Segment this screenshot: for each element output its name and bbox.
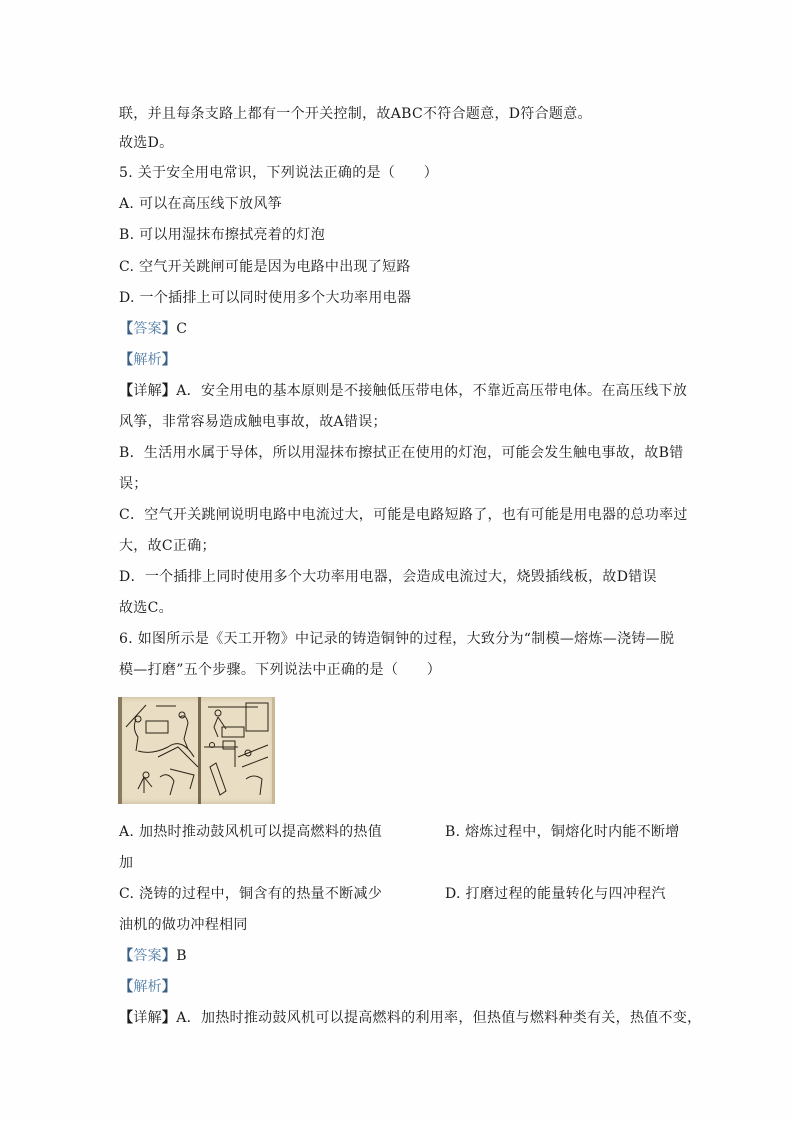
option-text: 浇铸的过程中，铜含有的热量不断减少 [139, 886, 383, 902]
option-letter: D. [445, 886, 461, 902]
option-text: 空气开关跳闸可能是因为电路中出现了短路 [139, 259, 411, 275]
option-letter: B. [119, 227, 135, 243]
bracket-close: 】 [161, 948, 177, 964]
q6-option-c [119, 886, 382, 902]
q6-option-b [445, 823, 680, 841]
q6-answer [119, 947, 675, 965]
bracket-open: 【 [119, 352, 134, 368]
q6-stem-line-1: 6. 如图所示是《天工开物》中记录的铸造铜钟的过程，大致分为“制模—熔炼—浇铸—脱 [119, 631, 675, 647]
option-text: 一个插排上可以同时使用多个大功率用电器 [139, 290, 412, 306]
detail-text: A．安全用电的基本原则是不接触低压带电体，不靠近高压带电体。在高压线下放 [176, 383, 688, 399]
detail-label: 详解 [133, 383, 162, 399]
q6-stem-line-2: 模—打磨”五个步骤。下列说法中正确的是（ ） [119, 662, 442, 678]
option-letter: A. [119, 824, 135, 840]
q6-analysis-heading [119, 978, 675, 996]
option-letter: C. [119, 259, 135, 275]
q6-option-a [119, 824, 382, 840]
answer-label: 答案 [133, 321, 162, 337]
q5-stem: 5. 关于安全用电常识，下列说法正确的是（ ） [119, 165, 439, 181]
tiangong-kaiwu-figure [118, 697, 275, 804]
q5-detail-line-3: B．生活用水属于导体，所以用湿抹布擦拭正在使用的灯泡，可能会发生触电事故，故B错 [119, 445, 684, 461]
bracket-close: 】 [161, 1010, 177, 1026]
detail-label: 详解 [133, 1010, 162, 1026]
q5-option-b [119, 226, 675, 244]
answer-label: 答案 [133, 948, 162, 964]
detail-text: A．加热时推动鼓风机可以提高燃料的利用率，但热值与燃料种类有关，热值不变， [176, 1010, 702, 1026]
q5-detail-line-8: 故选C。 [119, 600, 173, 616]
option-text: 加热时推动鼓风机可以提高燃料的热值 [138, 824, 383, 840]
q5-detail-line-2: 风筝，非常容易造成触电事故，故A错误； [119, 414, 387, 430]
bracket-close: 】 [161, 979, 177, 995]
q6-option-d [445, 885, 666, 903]
q5-option-c [119, 258, 675, 276]
q5-detail-line-4: 误； [119, 476, 148, 492]
option-text: 熔炼过程中，铜熔化时内能不断增 [465, 824, 680, 840]
option-letter: B. [445, 824, 461, 840]
prev-choice-line: 故选D。 [119, 135, 174, 151]
q5-option-d [119, 289, 675, 307]
prev-conclusion-line: 联，并且每条支路上都有一个开关控制，故ABC不符合题意，D符合题意。 [119, 106, 592, 122]
bracket-close: 】 [161, 352, 177, 368]
option-text: 可以在高压线下放风筝 [138, 196, 282, 212]
option-letter: A. [119, 196, 135, 212]
option-text: 打磨过程的能量转化与四冲程汽 [465, 886, 666, 902]
q6-option-d-wrap: 油机的做功冲程相同 [119, 917, 248, 933]
q5-answer [119, 320, 675, 338]
answer-value: C [176, 321, 188, 337]
q5-detail-line-1 [119, 382, 688, 400]
q5-detail-line-5: C．空气开关跳闸说明电路中电流过大，可能是电路短路了，也有可能是用电器的总功率过 [119, 507, 688, 523]
option-text: 可以用湿抹布擦拭亮着的灯泡 [139, 227, 326, 243]
bracket-close: 】 [161, 383, 177, 399]
option-letter: C. [119, 886, 135, 902]
bracket-open: 【 [119, 383, 134, 399]
q6-option-row-1 [119, 823, 680, 841]
woodblock-illustration-icon [118, 697, 275, 804]
q5-option-a [119, 195, 675, 213]
bracket-open: 【 [119, 948, 134, 964]
bracket-open: 【 [119, 1010, 134, 1026]
q5-analysis-heading [119, 351, 675, 369]
option-letter: D. [119, 290, 135, 306]
q5-detail-line-6: 大，故C正确； [119, 538, 216, 554]
q6-option-row-2 [119, 885, 675, 903]
analysis-label: 解析 [133, 352, 162, 368]
analysis-label: 解析 [133, 979, 162, 995]
q6-option-b-wrap: 加 [119, 855, 134, 871]
answer-value: B [176, 948, 187, 964]
bracket-close: 】 [161, 321, 177, 337]
bracket-open: 【 [119, 321, 134, 337]
q5-detail-line-7: D．一个插排上同时使用多个大功率用电器，会造成电流过大，烧毁插线板，故D错误 [119, 569, 657, 585]
q6-detail-line-1 [119, 1009, 702, 1027]
bracket-open: 【 [119, 979, 134, 995]
